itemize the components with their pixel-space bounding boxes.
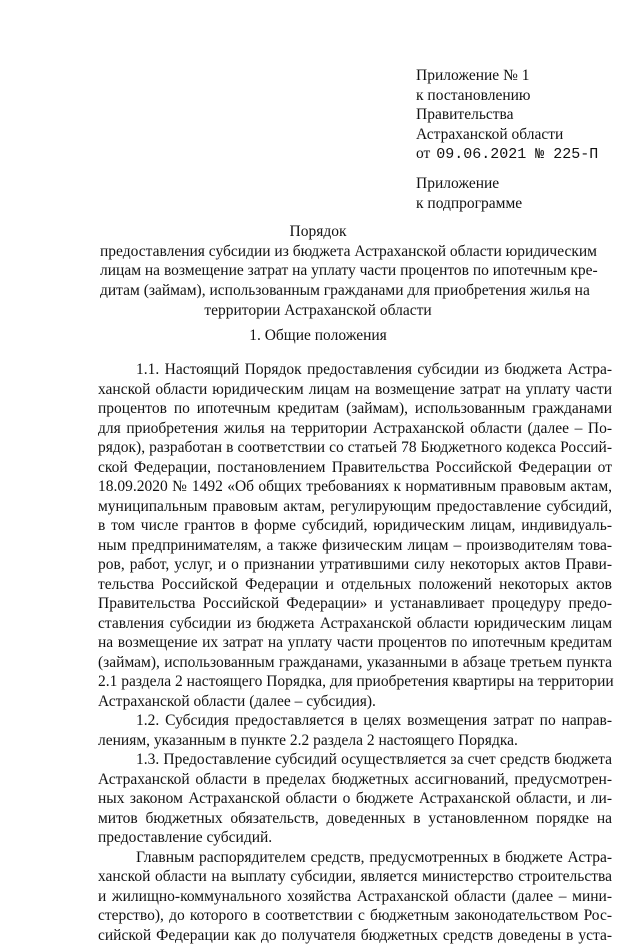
appendix2-line: к подпрограмме (416, 194, 626, 214)
appendix-line: Правительства (416, 105, 626, 125)
document-title (100, 222, 536, 321)
title-line: предоставления субсидии из бюджета Астраханской области юридическим (100, 242, 536, 262)
body-line: рядок), разработан в соответствии со статьей 78 Бюджетного кодекса Россий- (98, 438, 612, 458)
body-line: ных законом Астраханской области о бюджете Астраханской области, и ли- (98, 789, 612, 809)
body-line: ставления субсидии из бюджета Астраханской области юридическим лицам (98, 614, 612, 634)
body-line: ханской области юридическим лицам на возмещение затрат на уплату части (98, 380, 612, 400)
appendix-line: Астраханской области (416, 125, 626, 145)
body-line: ской Федерации, постановлением Правительства Российской Федерации от (98, 458, 612, 478)
section-heading: 1. Общие положения (100, 327, 536, 345)
body-line: 1.2. Субсидия предоставляется в целях возмещения затрат по направ- (98, 711, 612, 731)
body-line: и жилищно-коммунального хозяйства Астраханской области (далее – мини- (98, 887, 612, 907)
body-line: митов бюджетных обязательств, доведенных в установленном порядке на (98, 809, 612, 829)
title-line: лицам на возмещение затрат на уплату части процентов по ипотечным кре- (100, 261, 536, 281)
body-line: сийской Федерации как до получателя бюджетных средств доведены в уста- (98, 926, 612, 945)
body-line: Главным распорядителем средств, предусмотренных в бюджете Астра- (98, 848, 612, 868)
appendix-date-prefix: от (416, 145, 430, 162)
body-line: ным предпринимателям, а также физическим лицам – производителям това- (98, 536, 612, 556)
title-line: дитам (займам), использованным гражданами для приобретения жилья на (100, 281, 536, 301)
body-line: ханской области на выплату субсидии, является министерство строительства (98, 867, 612, 887)
body-line: стерство), до которого в соответствии с бюджетным законодательством Рос- (98, 906, 612, 926)
appendix-block-2 (416, 174, 626, 213)
body-line: 2.1 раздела 2 настоящего Порядка, для приобретения квартиры на территории (98, 672, 612, 692)
body-line: предоставление субсидий. (98, 828, 612, 848)
body-line: в том числе грантов в форме субсидий, юридическим лицам, индивидуаль- (98, 516, 612, 536)
body-line: 18.09.2020 № 1492 «Об общих требованиях к нормативным правовым актам, (98, 477, 612, 497)
appendix-line: к постановлению (416, 86, 626, 106)
title-line: Порядок (100, 222, 536, 242)
body-line: процентов по ипотечным кредитам (займам), использованным гражданами (98, 399, 612, 419)
body-line: ров, работ, услуг, и о признании утратившими силу некоторых актов Прави- (98, 555, 612, 575)
body-line: на возмещение их затрат на уплату части процентов по ипотечным кредитам (98, 633, 612, 653)
body-line: лениям, указанным в пункте 2.2 раздела 2 настоящего Порядка. (98, 731, 612, 751)
body-line: (займам), использованным гражданами, указанными в абзаце третьем пункта (98, 653, 612, 673)
body-line: тельства Российской Федерации и отдельных положений некоторых актов (98, 575, 612, 595)
body-line: 1.1. Настоящий Порядок предоставления субсидии из бюджета Астра- (98, 360, 612, 380)
body-line: 1.3. Предоставление субсидий осуществляется за счет средств бюджета (98, 750, 612, 770)
document-body (98, 360, 612, 945)
appendix-line: Приложение № 1 (416, 66, 626, 86)
title-line: территории Астраханской области (100, 301, 536, 321)
appendix-date-line (416, 144, 626, 165)
body-line: Правительства Российской Федерации» и устанавливает процедуру предо- (98, 594, 612, 614)
body-line: для приобретения жилья на территории Астраханской области (далее – По- (98, 419, 612, 439)
appendix2-line: Приложение (416, 174, 626, 194)
appendix-date-number: 09.06.2021 № 225-П (436, 146, 598, 163)
body-line: Астраханской области (далее – субсидия). (98, 692, 612, 712)
body-line: муниципальным правовым актам, регулирующим предоставление субсидий, (98, 497, 612, 517)
appendix-block (416, 66, 626, 165)
body-line: Астраханской области в пределах бюджетных ассигнований, предусмотрен- (98, 770, 612, 790)
